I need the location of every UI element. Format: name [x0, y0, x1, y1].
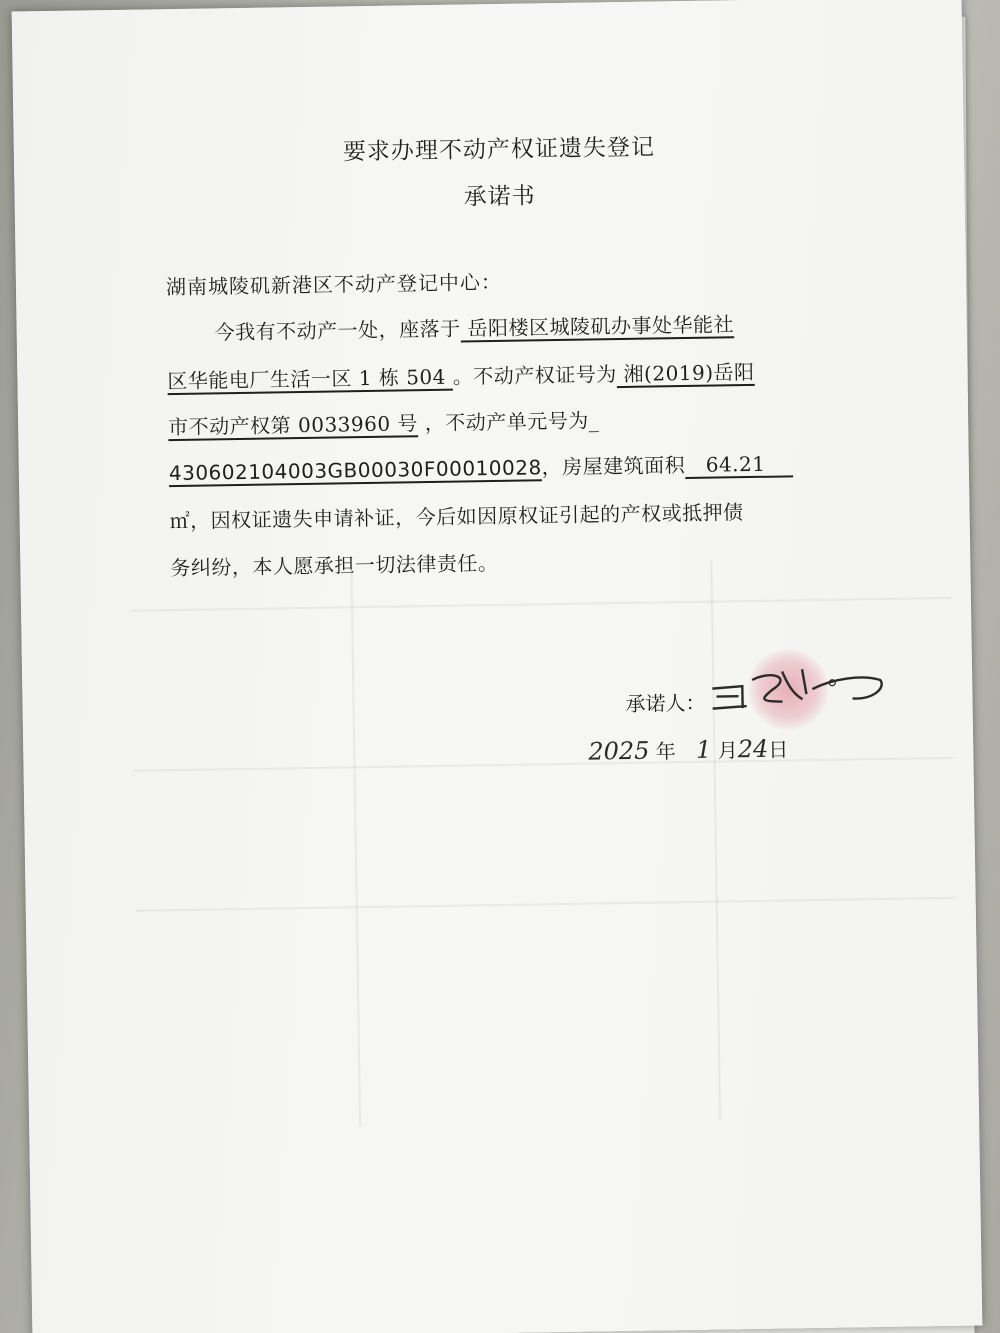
- cert-label: 。不动产权证号为: [452, 362, 617, 389]
- salutation: 湖南城陵矶新港区不动产登记中心：: [165, 269, 503, 300]
- document-subtitle: 承诺书: [463, 183, 536, 211]
- date-day: 24: [737, 734, 769, 764]
- unit-number-field: 430602104003GB00030F00010028: [168, 455, 542, 486]
- date-year-char: 年: [655, 739, 676, 764]
- date-day-char: 日: [768, 737, 789, 762]
- signer-label-text: 承诺人：: [625, 690, 706, 716]
- address-field-cont: 区华能电厂生活一区 1 栋 504: [167, 364, 453, 394]
- date-month: 1: [695, 735, 712, 764]
- body-line-1: [214, 308, 734, 345]
- cert-number-field: 湘(2019)岳阳: [616, 359, 755, 387]
- body-line-6: 务纠纷，本人愿承担一切法律责任。: [170, 550, 499, 581]
- area-field: 64.21: [684, 451, 794, 478]
- intro-text: 今我有不动产一处，座落于: [214, 316, 461, 345]
- address-field: 岳阳楼区城陵矶办事处华能社: [460, 312, 735, 341]
- signing-date: [588, 733, 788, 765]
- body-line-5: ㎡，因权证遗失申请补证，今后如因原权证引起的产权或抵押债: [169, 500, 744, 534]
- cert-number-field-cont: 市不动产权第 0033960 号: [167, 411, 419, 440]
- unit-label: ，不动产单元号为_: [417, 408, 600, 436]
- body-line-2: [167, 356, 755, 394]
- paper-sheet: [12, 0, 983, 1333]
- handwritten-signature: [702, 648, 893, 715]
- document-title: 要求办理不动产权证遗失登记: [342, 134, 656, 166]
- body-line-4: [169, 447, 793, 486]
- date-month-char: 月: [717, 738, 738, 763]
- body-line-3: [168, 404, 600, 440]
- date-year: 2025: [588, 736, 650, 766]
- document-body: [12, 0, 983, 1333]
- signer-label: [625, 687, 705, 717]
- area-label: ，房屋建筑面积: [541, 453, 686, 480]
